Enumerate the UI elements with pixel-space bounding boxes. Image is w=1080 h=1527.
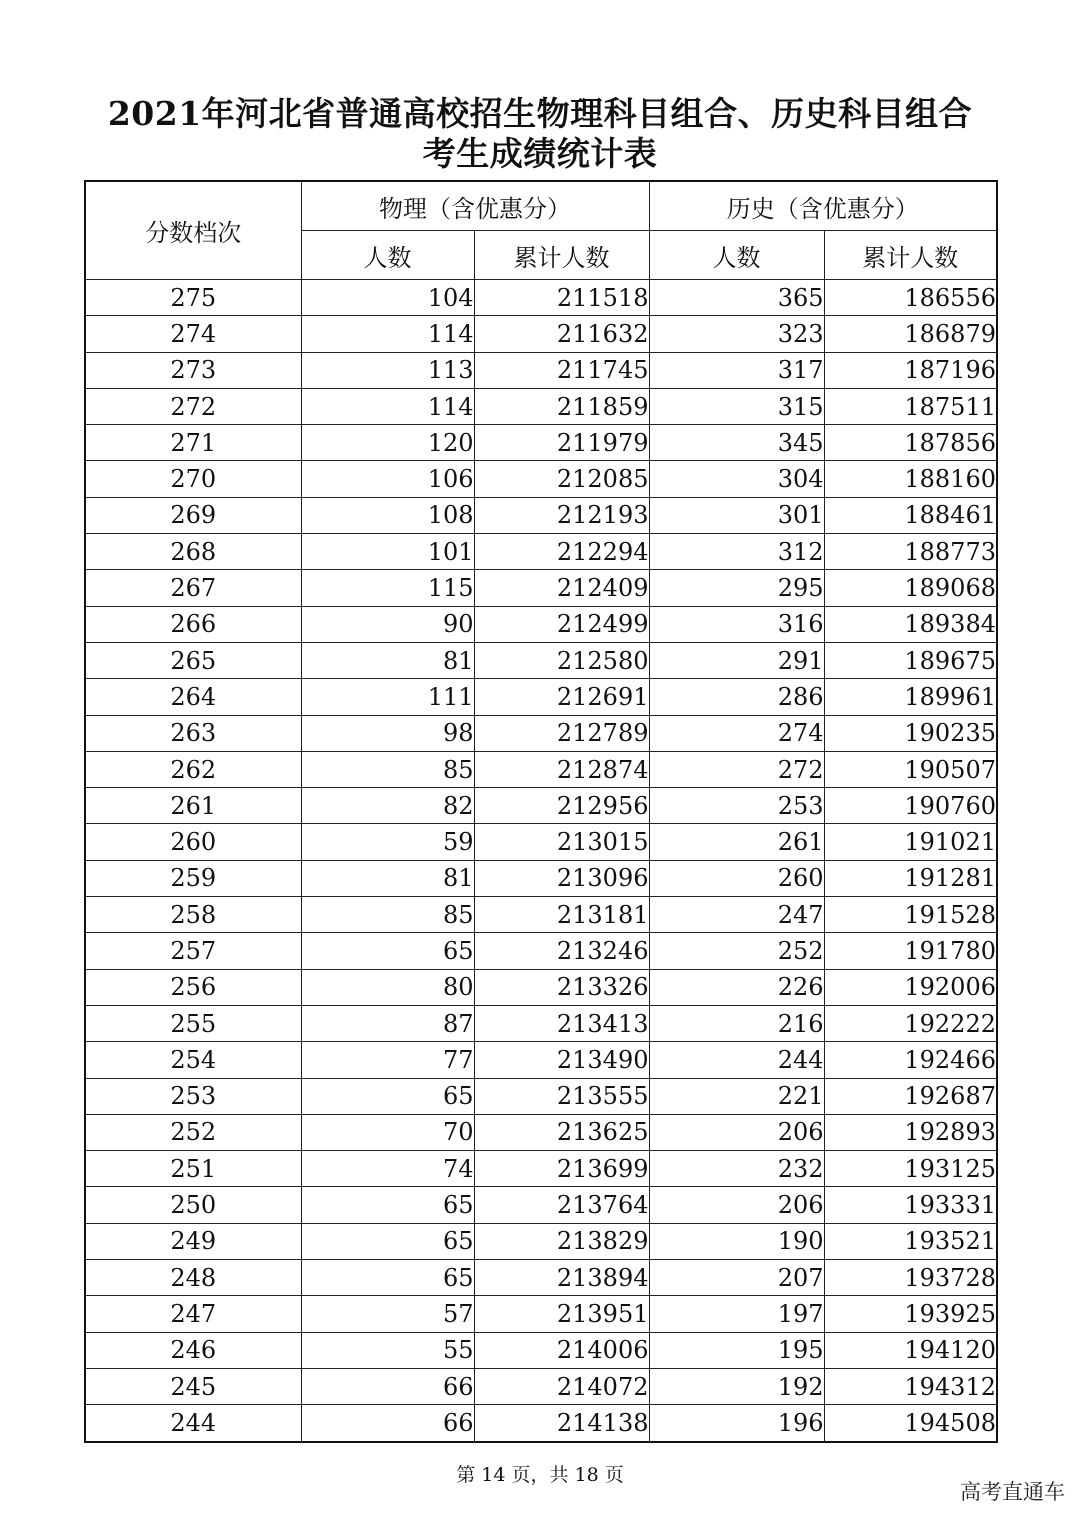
history-count-cell: 315 [649, 388, 824, 424]
physics-count-cell: 70 [301, 1114, 474, 1150]
history-count-cell: 207 [649, 1260, 824, 1296]
score-cell: 251 [85, 1151, 301, 1187]
physics-cumulative-cell: 211745 [474, 352, 649, 388]
physics-cumulative-cell: 213181 [474, 897, 649, 933]
history-count-cell: 286 [649, 679, 824, 715]
physics-cumulative-cell: 213490 [474, 1042, 649, 1078]
physics-count-cell: 65 [301, 1260, 474, 1296]
history-count-cell: 291 [649, 642, 824, 678]
table-row [85, 425, 997, 461]
history-count-cell: 206 [649, 1187, 824, 1223]
physics-count-cell: 111 [301, 679, 474, 715]
physics-cumulative-cell: 214072 [474, 1368, 649, 1404]
table-row [85, 969, 997, 1005]
physics-cumulative-cell: 212085 [474, 461, 649, 497]
history-cumulative-cell: 190760 [824, 788, 997, 824]
history-count-cell: 304 [649, 461, 824, 497]
history-cumulative-cell: 187511 [824, 388, 997, 424]
physics-count-cell: 80 [301, 969, 474, 1005]
score-cell: 245 [85, 1368, 301, 1404]
table-row [85, 534, 997, 570]
score-cell: 247 [85, 1296, 301, 1332]
score-cell: 269 [85, 497, 301, 533]
table-row [85, 1114, 997, 1150]
physics-cumulative-cell: 214138 [474, 1405, 649, 1442]
physics-cumulative-cell: 212580 [474, 642, 649, 678]
physics-cumulative-cell: 212956 [474, 788, 649, 824]
score-cell: 271 [85, 425, 301, 461]
header-score-band: 分数档次 [85, 181, 301, 280]
history-cumulative-cell: 193125 [824, 1151, 997, 1187]
score-cell: 270 [85, 461, 301, 497]
history-cumulative-cell: 191021 [824, 824, 997, 860]
history-cumulative-cell: 192893 [824, 1114, 997, 1150]
physics-count-cell: 104 [301, 280, 474, 316]
header-physics-cumulative: 累计人数 [474, 231, 649, 280]
score-cell: 265 [85, 642, 301, 678]
physics-cumulative-cell: 211859 [474, 388, 649, 424]
physics-count-cell: 108 [301, 497, 474, 533]
score-cell: 244 [85, 1405, 301, 1442]
score-cell: 255 [85, 1005, 301, 1041]
physics-cumulative-cell: 213894 [474, 1260, 649, 1296]
score-cell: 273 [85, 352, 301, 388]
physics-cumulative-cell: 211518 [474, 280, 649, 316]
physics-cumulative-cell: 213951 [474, 1296, 649, 1332]
table-row [85, 1260, 997, 1296]
table-row [85, 1332, 997, 1368]
header-physics-count: 人数 [301, 231, 474, 280]
table-row [85, 679, 997, 715]
score-cell: 260 [85, 824, 301, 860]
history-count-cell: 365 [649, 280, 824, 316]
physics-count-cell: 66 [301, 1368, 474, 1404]
history-cumulative-cell: 193331 [824, 1187, 997, 1223]
history-cumulative-cell: 188461 [824, 497, 997, 533]
score-cell: 262 [85, 751, 301, 787]
physics-count-cell: 65 [301, 1223, 474, 1259]
physics-count-cell: 85 [301, 897, 474, 933]
physics-count-cell: 65 [301, 933, 474, 969]
physics-count-cell: 74 [301, 1151, 474, 1187]
history-cumulative-cell: 187196 [824, 352, 997, 388]
physics-cumulative-cell: 213829 [474, 1223, 649, 1259]
score-cell: 259 [85, 860, 301, 896]
table-row [85, 570, 997, 606]
physics-count-cell: 65 [301, 1187, 474, 1223]
score-cell: 254 [85, 1042, 301, 1078]
history-cumulative-cell: 193925 [824, 1296, 997, 1332]
history-cumulative-cell: 194312 [824, 1368, 997, 1404]
header-physics: 物理（含优惠分） [301, 181, 649, 231]
physics-count-cell: 115 [301, 570, 474, 606]
physics-cumulative-cell: 212499 [474, 606, 649, 642]
score-cell: 257 [85, 933, 301, 969]
score-cell: 256 [85, 969, 301, 1005]
physics-cumulative-cell: 212789 [474, 715, 649, 751]
history-cumulative-cell: 192687 [824, 1078, 997, 1114]
table-row [85, 751, 997, 787]
table-row [85, 1151, 997, 1187]
score-cell: 253 [85, 1078, 301, 1114]
history-cumulative-cell: 186556 [824, 280, 997, 316]
source-watermark: 高考直通车 [960, 1480, 1065, 1504]
table-row [85, 642, 997, 678]
score-cell: 250 [85, 1187, 301, 1223]
physics-count-cell: 101 [301, 534, 474, 570]
history-cumulative-cell: 194120 [824, 1332, 997, 1368]
table-row [85, 1223, 997, 1259]
physics-count-cell: 106 [301, 461, 474, 497]
score-cell: 274 [85, 316, 301, 352]
score-cell: 264 [85, 679, 301, 715]
physics-count-cell: 82 [301, 788, 474, 824]
table-row [85, 860, 997, 896]
table-row [85, 788, 997, 824]
physics-count-cell: 57 [301, 1296, 474, 1332]
history-cumulative-cell: 190507 [824, 751, 997, 787]
physics-cumulative-cell: 213555 [474, 1078, 649, 1114]
table-row [85, 352, 997, 388]
physics-cumulative-cell: 214006 [474, 1332, 649, 1368]
score-cell: 272 [85, 388, 301, 424]
physics-cumulative-cell: 213764 [474, 1187, 649, 1223]
history-cumulative-cell: 191281 [824, 860, 997, 896]
history-cumulative-cell: 189068 [824, 570, 997, 606]
table-row [85, 606, 997, 642]
history-count-cell: 221 [649, 1078, 824, 1114]
score-cell: 252 [85, 1114, 301, 1150]
history-count-cell: 345 [649, 425, 824, 461]
history-cumulative-cell: 194508 [824, 1405, 997, 1442]
table-row [85, 461, 997, 497]
table-body [85, 280, 997, 1442]
physics-count-cell: 81 [301, 642, 474, 678]
table-row [85, 1296, 997, 1332]
history-count-cell: 301 [649, 497, 824, 533]
physics-cumulative-cell: 212409 [474, 570, 649, 606]
score-cell: 275 [85, 280, 301, 316]
physics-count-cell: 66 [301, 1405, 474, 1442]
header-history-count: 人数 [649, 231, 824, 280]
history-count-cell: 260 [649, 860, 824, 896]
physics-cumulative-cell: 213015 [474, 824, 649, 860]
physics-cumulative-cell: 213096 [474, 860, 649, 896]
score-cell: 246 [85, 1332, 301, 1368]
history-count-cell: 323 [649, 316, 824, 352]
history-count-cell: 190 [649, 1223, 824, 1259]
history-count-cell: 206 [649, 1114, 824, 1150]
score-statistics-table [84, 180, 998, 1443]
physics-cumulative-cell: 213625 [474, 1114, 649, 1150]
score-cell: 249 [85, 1223, 301, 1259]
physics-count-cell: 81 [301, 860, 474, 896]
table-row [85, 280, 997, 316]
history-cumulative-cell: 186879 [824, 316, 997, 352]
history-cumulative-cell: 192466 [824, 1042, 997, 1078]
score-cell: 248 [85, 1260, 301, 1296]
physics-cumulative-cell: 211632 [474, 316, 649, 352]
score-cell: 261 [85, 788, 301, 824]
table-row [85, 897, 997, 933]
physics-count-cell: 113 [301, 352, 474, 388]
table-row [85, 824, 997, 860]
history-count-cell: 317 [649, 352, 824, 388]
history-cumulative-cell: 192222 [824, 1005, 997, 1041]
score-cell: 266 [85, 606, 301, 642]
history-cumulative-cell: 190235 [824, 715, 997, 751]
physics-count-cell: 114 [301, 316, 474, 352]
physics-cumulative-cell: 212874 [474, 751, 649, 787]
physics-count-cell: 120 [301, 425, 474, 461]
physics-cumulative-cell: 213413 [474, 1005, 649, 1041]
physics-count-cell: 65 [301, 1078, 474, 1114]
history-count-cell: 253 [649, 788, 824, 824]
physics-count-cell: 90 [301, 606, 474, 642]
score-cell: 268 [85, 534, 301, 570]
history-count-cell: 226 [649, 969, 824, 1005]
history-cumulative-cell: 192006 [824, 969, 997, 1005]
table-row [85, 497, 997, 533]
history-count-cell: 274 [649, 715, 824, 751]
physics-cumulative-cell: 213699 [474, 1151, 649, 1187]
header-history: 历史（含优惠分） [649, 181, 997, 231]
history-count-cell: 295 [649, 570, 824, 606]
history-count-cell: 316 [649, 606, 824, 642]
physics-count-cell: 55 [301, 1332, 474, 1368]
header-history-cumulative: 累计人数 [824, 231, 997, 280]
history-cumulative-cell: 193728 [824, 1260, 997, 1296]
history-count-cell: 244 [649, 1042, 824, 1078]
physics-cumulative-cell: 212193 [474, 497, 649, 533]
table-row [85, 388, 997, 424]
history-count-cell: 216 [649, 1005, 824, 1041]
table-row [85, 1368, 997, 1404]
history-cumulative-cell: 188160 [824, 461, 997, 497]
physics-cumulative-cell: 212691 [474, 679, 649, 715]
table-row [85, 1042, 997, 1078]
physics-count-cell: 98 [301, 715, 474, 751]
score-cell: 263 [85, 715, 301, 751]
physics-cumulative-cell: 211979 [474, 425, 649, 461]
physics-count-cell: 114 [301, 388, 474, 424]
physics-cumulative-cell: 213326 [474, 969, 649, 1005]
score-cell: 258 [85, 897, 301, 933]
history-cumulative-cell: 187856 [824, 425, 997, 461]
history-cumulative-cell: 189675 [824, 642, 997, 678]
table-row [85, 1187, 997, 1223]
history-count-cell: 192 [649, 1368, 824, 1404]
physics-cumulative-cell: 212294 [474, 534, 649, 570]
history-cumulative-cell: 189961 [824, 679, 997, 715]
history-count-cell: 247 [649, 897, 824, 933]
history-count-cell: 252 [649, 933, 824, 969]
table-row [85, 1005, 997, 1041]
document-title-line-2: 考生成绩统计表 [422, 134, 658, 173]
document-title-line-1: 2021年河北省普通高校招生物理科目组合、历史科目组合 [107, 94, 973, 133]
physics-cumulative-cell: 213246 [474, 933, 649, 969]
history-cumulative-cell: 189384 [824, 606, 997, 642]
history-cumulative-cell: 191528 [824, 897, 997, 933]
history-count-cell: 261 [649, 824, 824, 860]
table-row [85, 1405, 997, 1442]
physics-count-cell: 59 [301, 824, 474, 860]
score-cell: 267 [85, 570, 301, 606]
table-row [85, 316, 997, 352]
table-row [85, 1078, 997, 1114]
physics-count-cell: 77 [301, 1042, 474, 1078]
table-row [85, 715, 997, 751]
history-cumulative-cell: 191780 [824, 933, 997, 969]
history-count-cell: 272 [649, 751, 824, 787]
history-count-cell: 195 [649, 1332, 824, 1368]
history-count-cell: 232 [649, 1151, 824, 1187]
page-number: 第 14 页，共 18 页 [456, 1464, 624, 1486]
physics-count-cell: 85 [301, 751, 474, 787]
history-count-cell: 312 [649, 534, 824, 570]
table-row [85, 933, 997, 969]
history-count-cell: 197 [649, 1296, 824, 1332]
history-count-cell: 196 [649, 1405, 824, 1442]
history-cumulative-cell: 188773 [824, 534, 997, 570]
physics-count-cell: 87 [301, 1005, 474, 1041]
history-cumulative-cell: 193521 [824, 1223, 997, 1259]
